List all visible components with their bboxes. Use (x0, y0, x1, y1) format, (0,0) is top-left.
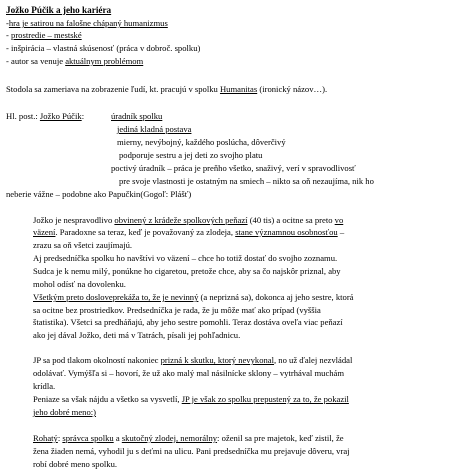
hl-post-label: Hl. post.: (6, 111, 40, 121)
paragraph-line: Všetkým preto dosloveprekáža to, že je nevinný (a neprizná sa), dokonca aj jeho sestre, ktorá (33, 292, 354, 302)
paragraph-line: žena žiaden nemá, vyhodil ju s deťmi na ulicu. Pani predsedníčka mu prejavuje dôveru, vraj (33, 446, 350, 456)
paragraph-line: jeho dobré meno:) (33, 407, 97, 417)
stodola-paragraph: Stodola sa zameriava na zobrazenie ľudí, kt. pracujú v spolku Humanitas (ironický názov…). (6, 84, 328, 94)
main-character-line: Hl. post.: Jožko Púčik: (6, 111, 85, 121)
paragraph-line: JP sa pod tlakom okolností nakoniec prizná k skutku, ktorý nevykonal, no už ďalej nezvládal (33, 355, 353, 365)
paragraph-line: Jožko je nespravodlivo obvinený z krádeže spolkových peňazí (40 tis) a ocitne sa preto vo (33, 215, 344, 225)
document-title: Jožko Púčik a jeho kariéra (6, 5, 112, 15)
paragraph-line: Aj predsedníčka spolku ho navštívi vo väzení – chce ho totiž dostať do svojho zoznamu. (33, 253, 338, 263)
intro-item-1: -hra je satirou na falošne chápaný humanizmus (6, 18, 168, 28)
character-trait: mierny, nevýbojný, každého poslúcha, dôverčivý (117, 137, 286, 147)
intro-item-4: - autor sa venuje aktuálnym problémom (6, 56, 144, 66)
paragraph-line: väzení. Paradoxne sa teraz, keď je považovaný za zlodeja, stane významnou osobnosťou – (33, 227, 345, 237)
intro-item-2: - prostredie – mestské (6, 30, 82, 40)
intro-item-3: - inšpirácia – vlastná skúsenosť (práca v dobroč. spolku) (6, 43, 201, 53)
character-trait: pre svoje vlastnosti je ostatným na smiech – nikto sa oň nezaujíma, nik ho (119, 176, 374, 186)
character-role: úradník spolku (111, 111, 163, 121)
paragraph-line: štatistika). Všetci sa predháňajú, aby jeho sestre pomohli. Teraz dostáva oveľa viac peňazí (33, 317, 343, 327)
character-trait: poctivý úradník – práca je preňho všetko, snaživý, verí v spravodlivosť (111, 163, 356, 173)
paragraph-line: Sudca je k nemu milý, ponúkne ho cigaretou, pretože chce, aby sa čo najskôr priznal, aby (33, 266, 341, 276)
paragraph-line: Peniaze sa však nájdu a všetko sa vysvetlí, JP je však zo spolku prepustený za to, že pokazil (33, 394, 349, 404)
character-trait: jediná kladná postava (117, 124, 192, 134)
paragraph-line: mohol odísť na dovolenku. (33, 279, 126, 289)
paragraph-line: Rohatý: správca spolku a skutočný zlodej, nemorálny: oženil sa pre majetok, keď zistil, že (33, 433, 344, 443)
paragraph-line: odolávať. Vymýšľa si – hovorí, že už ako malý mal násilnícke sklony – vytrhával muchám (33, 368, 345, 378)
character-trait: neberie vážne – podobne ako Papučkin(Gogoľ: Plášť) (6, 189, 192, 199)
paragraph-line: robí dobré meno spolku. (33, 459, 118, 469)
paragraph-line: ako jej dával Jožko, deti má v Tatrách, písali jej pohľadnicu. (33, 330, 241, 340)
character-name: Jožko Púčik (39, 111, 82, 121)
character-trait: podporuje sestru a jej deti zo svojho platu (119, 150, 263, 160)
paragraph-line: sa ocitne bez prostriedkov. Predsedníčka je rada, že ju môže mať ako prípad (vyššia (33, 305, 321, 315)
paragraph-line: krídla. (33, 381, 56, 391)
paragraph-line: zrazu sa oň všetci zaujímajú. (33, 240, 133, 250)
